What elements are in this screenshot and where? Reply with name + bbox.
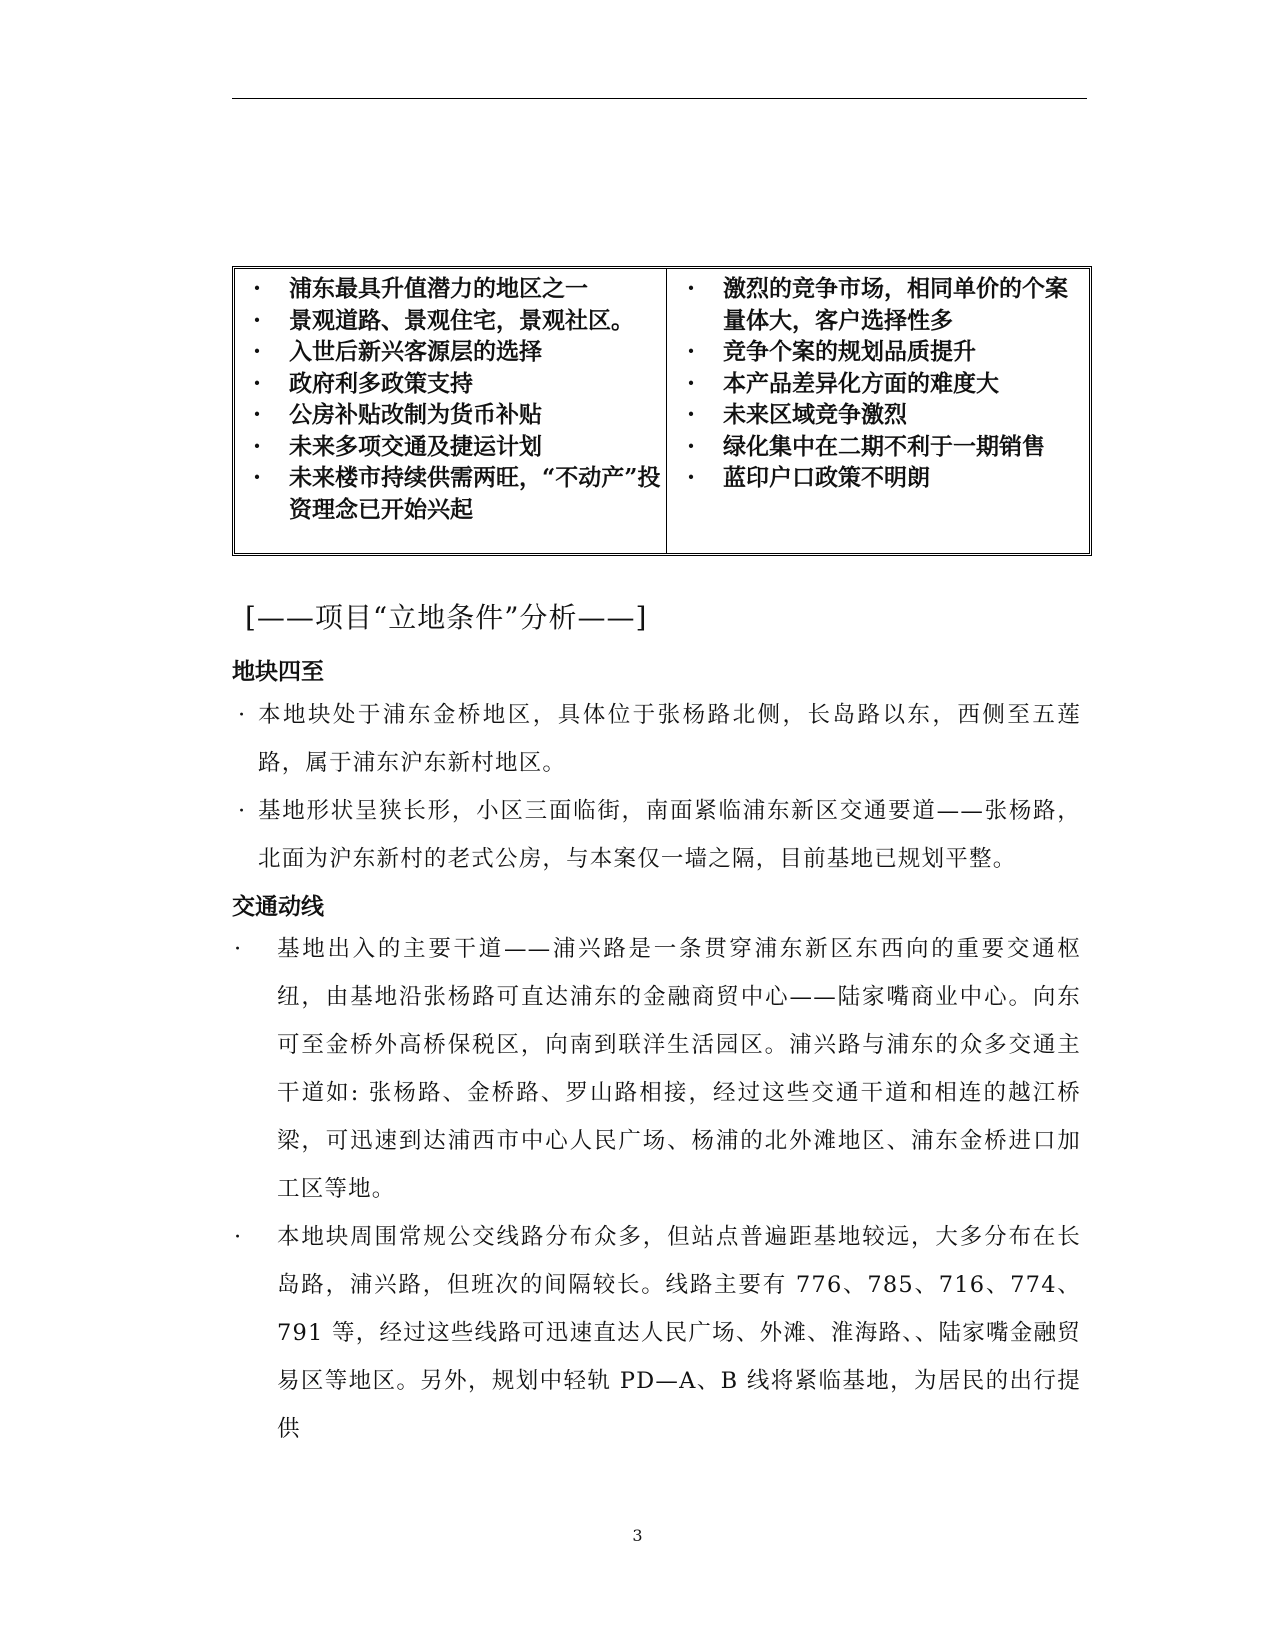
- traffic-paragraph-1: · 基地出入的主要干道——浦兴路是一条贯穿浦东新区东西向的重要交通枢纽，由基地沿张杨路可直达浦东的金融商贸中心——陆家嘴商业中心。向东可至金桥外高桥保税区，向南到联洋生活园区。浦兴路与浦东的众多交通主干道如: 张杨路、金桥路、罗山路相接，经过这些交通干道和相连的越江桥梁，可迅速到达浦西市中心人民广场、杨浦的北外滩地区、浦东金桥进口加工区等地。: [277, 925, 1081, 1213]
- bullet-icon: ·: [687, 464, 696, 491]
- bullet-icon: ·: [238, 798, 247, 824]
- bullet-icon: ·: [234, 936, 243, 962]
- threats-column: [667, 269, 1089, 553]
- bullet-icon: ·: [253, 464, 262, 491]
- threat-item: · 未来区域竞争激烈: [687, 399, 1089, 431]
- strength-item: · 浦东最具升值潜力的地区之一: [253, 273, 666, 305]
- strength-item: · 政府利多政策支持: [253, 368, 666, 400]
- traffic-heading: 交通动线: [232, 893, 324, 920]
- header-rule: [232, 98, 1087, 99]
- bullet-icon: ·: [253, 338, 262, 365]
- strengths-column: [235, 269, 667, 553]
- bullet-icon: ·: [687, 401, 696, 428]
- strength-item: · 未来楼市持续供需两旺，“不动产”投资理念已开始兴起: [253, 462, 666, 525]
- bullet-icon: ·: [253, 401, 262, 428]
- bullet-icon: ·: [687, 338, 696, 365]
- strength-item: · 入世后新兴客源层的选择: [253, 336, 666, 368]
- bullet-icon: ·: [687, 432, 696, 460]
- swot-table: [232, 266, 1092, 556]
- bullet-icon: ·: [234, 1224, 243, 1250]
- traffic-paragraph-2: · 本地块周围常规公交线路分布众多，但站点普遍距基地较远，大多分布在长岛路，浦兴路，但班次的间隔较长。线路主要有 776、785、716、774、791 等，经过这些线路可迅速直达人民广场、外滩、淮海路、、陆家嘴金融贸易区等地区。另外，规划中轻轨 PD—A、B 线将紧临基地，为居民的出行提供: [277, 1213, 1081, 1453]
- strength-item: · 公房补贴改制为货币补贴: [253, 399, 666, 431]
- threat-item: · 绿化集中在二期不利于一期销售: [687, 431, 1089, 463]
- bullet-icon: ·: [687, 369, 696, 397]
- strength-item: · 未来多项交通及捷运计划: [253, 431, 666, 463]
- page-number: 3: [632, 1526, 643, 1545]
- land-paragraph-2: · 基地形状呈狭长形，小区三面临街，南面紧临浦东新区交通要道——张杨路，北面为沪东新村的老式公房，与本案仅一墙之隔，目前基地已规划平整。: [258, 787, 1081, 883]
- threat-item: · 竞争个案的规划品质提升: [687, 336, 1089, 368]
- threat-item: · 本产品差异化方面的难度大: [687, 368, 1089, 400]
- bullet-icon: ·: [253, 306, 262, 334]
- threat-item: · 激烈的竞争市场，相同单价的个案量体大，客户选择性多: [687, 273, 1089, 336]
- threat-item: · 蓝印户口政策不明朗: [687, 462, 1089, 494]
- bullet-icon: ·: [687, 275, 696, 302]
- bullet-icon: ·: [253, 369, 262, 397]
- strength-item: · 景观道路、景观住宅，景观社区。: [253, 305, 666, 337]
- section-heading: [——项目“立地条件”分析——]: [245, 601, 648, 634]
- land-paragraph-1: · 本地块处于浦东金桥地区，具体位于张杨路北侧，长岛路以东，西侧至五莲路，属于浦东沪东新村地区。: [258, 691, 1081, 787]
- land-heading: 地块四至: [232, 658, 324, 685]
- bullet-icon: ·: [253, 275, 262, 302]
- bullet-icon: ·: [253, 432, 262, 460]
- bullet-icon: ·: [238, 702, 247, 728]
